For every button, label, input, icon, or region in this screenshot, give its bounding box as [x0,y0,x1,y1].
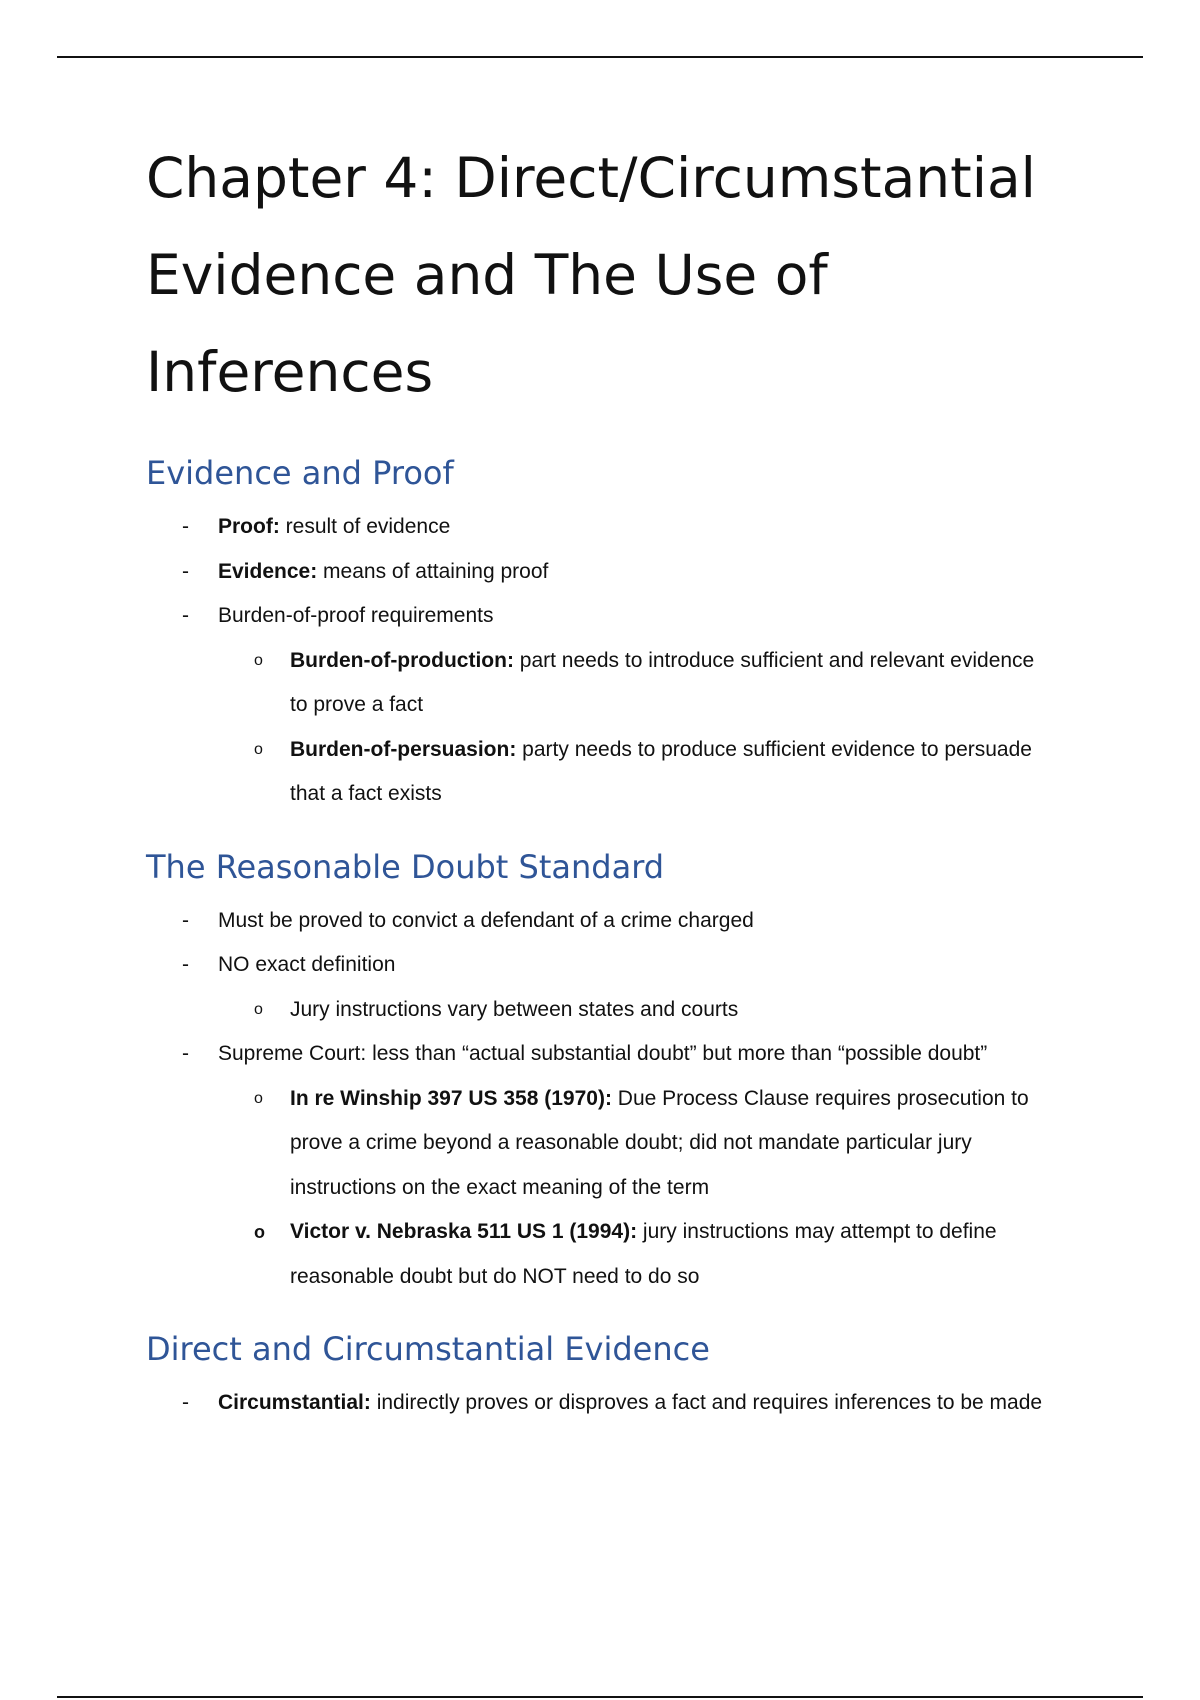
list-item [146,550,1106,595]
case-holding-continued: instructions on the exact meaning of the term [290,1175,710,1199]
section-heading-direct-circumstantial: Direct and Circumstantial Evidence [146,1330,710,1368]
sub-list-item [146,639,1106,728]
case-holding-continued: reasonable doubt but do NOT need to do so [290,1264,700,1288]
circle-bullet: o [254,651,263,669]
item-text: NO exact definition [218,953,396,976]
section-heading-evidence-proof: Evidence and Proof [146,454,454,492]
definition: part needs to introduce sufficient and relevant evidence [513,648,1035,672]
reasonable-doubt-list [146,899,1106,1300]
dash-bullet: - [182,604,189,627]
item-text: Jury instructions vary between states and courts [290,997,739,1021]
item-text: Must be proved to convict a defendant of a crime charged [218,908,754,932]
item-text: Supreme Court: less than “actual substantial doubt” but more than “possible doubt” [218,1042,988,1065]
evidence-proof-list [146,505,1106,817]
chapter-title [146,130,1106,421]
circle-bullet: o [254,740,263,758]
term: Burden-of-production: [290,648,514,672]
title-line: Evidence and The Use of [146,243,828,307]
list-item [146,1032,1106,1077]
section-heading-reasonable-doubt: The Reasonable Doubt Standard [146,847,665,886]
dash-bullet: - [182,953,189,976]
term: Evidence: [218,559,318,583]
direct-circumstantial-list [146,1381,1106,1426]
circle-bullet: o [254,1000,263,1018]
term: Circumstantial: [218,1391,371,1414]
definition-continued: to prove a fact [290,693,424,716]
dash-bullet: - [182,908,189,932]
definition: result of evidence [279,515,451,538]
list-item [146,899,1106,944]
list-item [146,1381,1106,1426]
item-text: Burden-of-proof requirements [218,604,494,627]
sub-list-item [146,988,1106,1033]
definition: indirectly proves or disproves a fact and requires inferences to be made [370,1391,1043,1414]
case-name: Victor v. Nebraska 511 US 1 (1994): [290,1220,638,1243]
definition: party needs to produce sufficient evidence to persuade [516,737,1032,761]
sub-list-item-case [146,1077,1106,1211]
dash-bullet: - [182,515,189,538]
circle-bullet-bold: o [254,1222,265,1242]
list-item [146,505,1106,550]
term: Burden-of-persuasion: [290,737,517,761]
dash-bullet: - [182,1042,189,1065]
top-rule [57,56,1143,58]
definition-continued: that a fact exists [290,782,442,805]
definition: means of attaining proof [317,559,549,583]
dash-bullet: - [182,1391,189,1414]
circle-bullet: o [254,1089,263,1107]
case-holding-continued: prove a crime beyond a reasonable doubt; did not mandate particular jury [290,1131,972,1154]
term: Proof: [218,515,280,538]
bottom-rule [57,1696,1143,1698]
list-item [146,594,1106,639]
sub-list-item-case [146,1210,1106,1299]
case-holding: Due Process Clause requires prosecution to [611,1086,1029,1110]
document-body [146,130,1106,1426]
sub-list-item [146,728,1106,817]
title-line: Inferences [146,340,434,404]
dash-bullet: - [182,559,189,583]
title-line: Chapter 4: Direct/Circumstantial [146,146,1036,210]
list-item [146,943,1106,988]
case-holding: jury instructions may attempt to define [637,1220,997,1243]
case-name: In re Winship 397 US 358 (1970): [290,1086,612,1110]
